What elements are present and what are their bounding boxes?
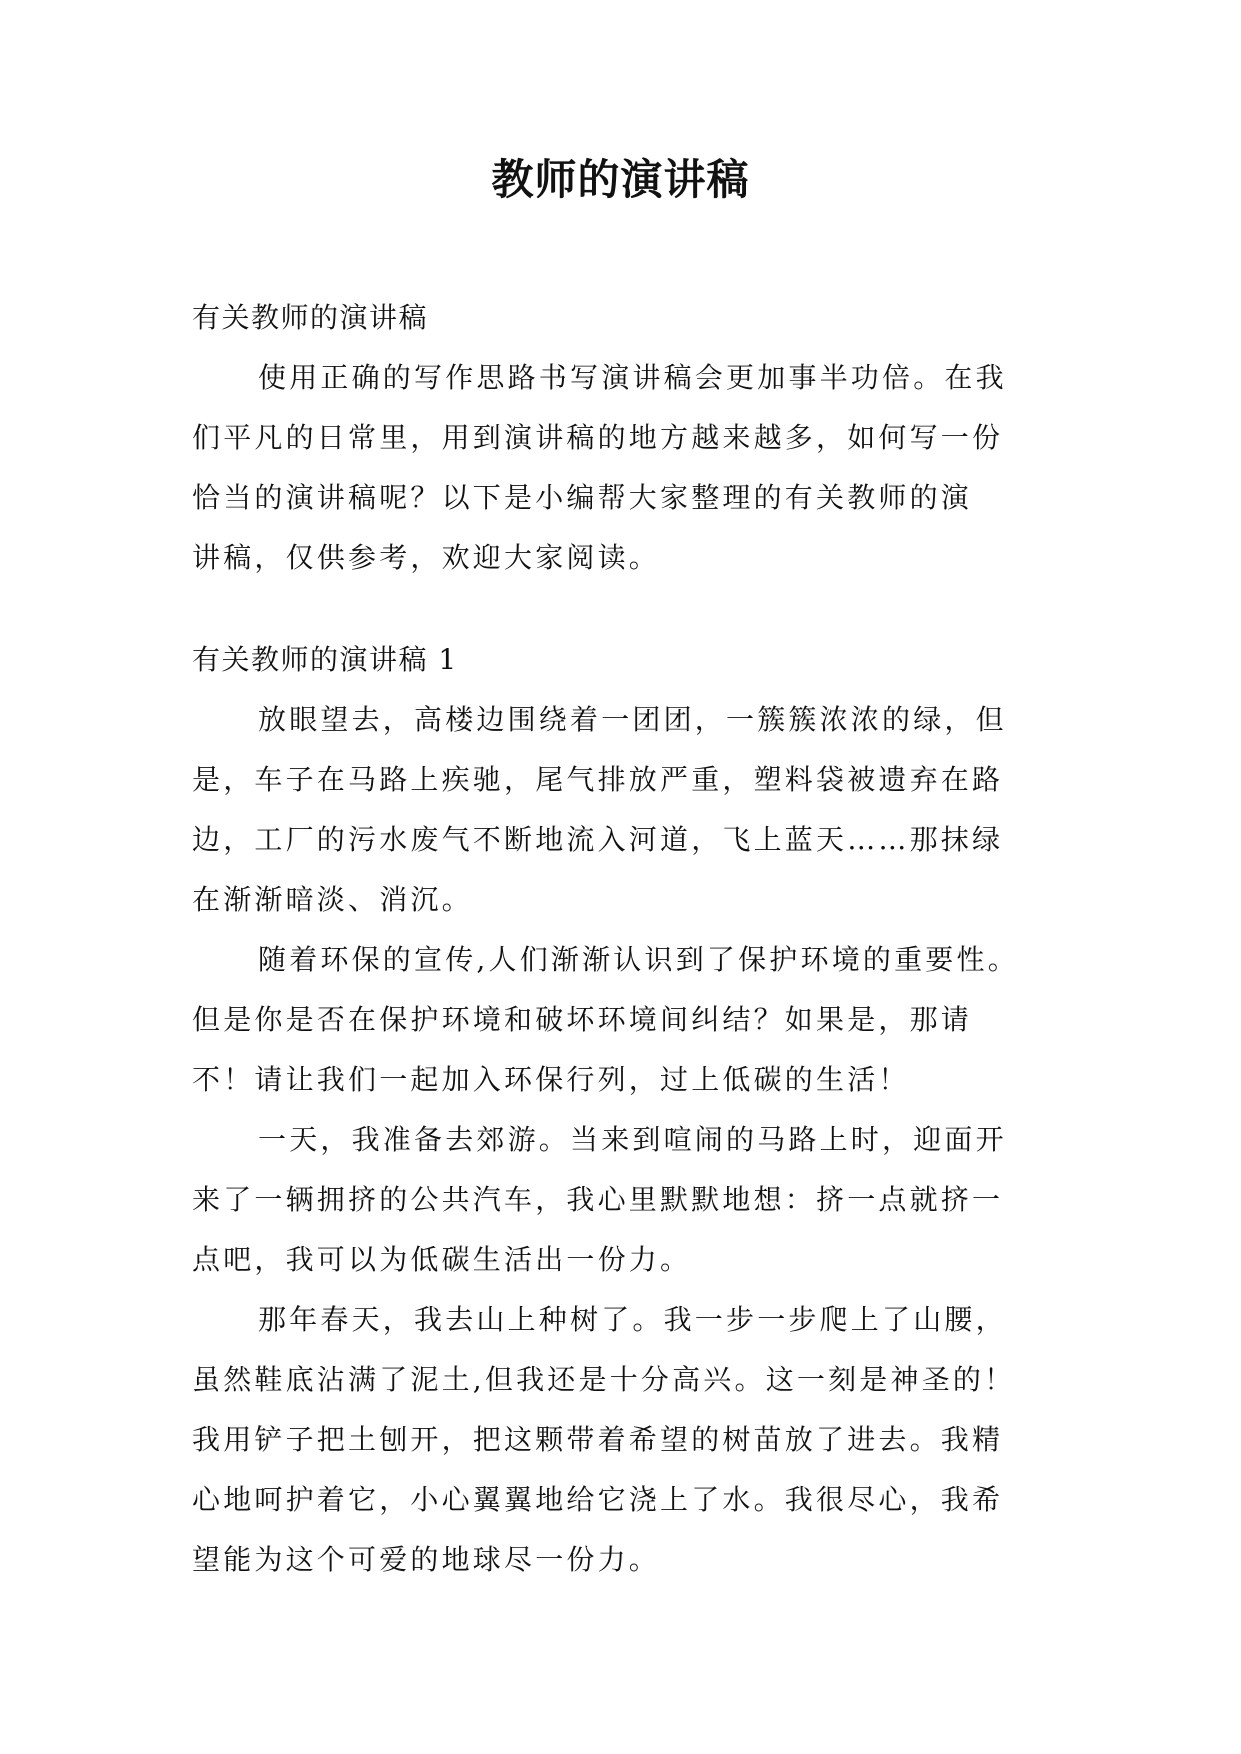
intro-heading: 有关教师的演讲稿	[192, 301, 429, 334]
section-1-heading: 有关教师的演讲稿 1	[192, 643, 458, 676]
text-line: 但是你是否在保护环境和破坏环境间纠结？如果是，那请	[192, 1003, 973, 1036]
text-line: 是，车子在马路上疾驰，尾气排放严重，塑料袋被遗弃在路	[192, 763, 1004, 796]
text-line: 在渐渐暗淡、消沉。	[192, 883, 473, 916]
text-line: 边，工厂的污水废气不断地流入河道，飞上蓝天……那抹绿	[192, 823, 1004, 856]
paragraph-3	[192, 1110, 1054, 1290]
section-1	[192, 630, 1054, 1590]
text-line: 虽然鞋底沾满了泥土,但我还是十分高兴。这一刻是神圣的！	[192, 1363, 1016, 1396]
text-line: 心地呵护着它，小心翼翼地给它浇上了水。我很尽心，我希	[192, 1483, 1004, 1516]
text-line: 随着环保的宣传,人们渐渐认识到了保护环境的重要性。	[258, 943, 1019, 976]
text-line: 一天，我准备去郊游。当来到喧闹的马路上时，迎面开	[258, 1123, 1007, 1156]
document-title: 教师的演讲稿	[491, 155, 750, 204]
paragraph-4	[192, 1290, 1054, 1590]
text-line: 我用铲子把土刨开，把这颗带着希望的树苗放了进去。我精	[192, 1423, 1004, 1456]
text-line: 恰当的演讲稿呢？以下是小编帮大家整理的有关教师的演	[192, 481, 973, 514]
text-line: 放眼望去，高楼边围绕着一团团，一簇簇浓浓的绿，但	[258, 703, 1007, 736]
text-line: 讲稿，仅供参考，欢迎大家阅读。	[192, 541, 661, 574]
text-line: 使用正确的写作思路书写演讲稿会更加事半功倍。在我	[258, 361, 1007, 394]
text-line: 点吧，我可以为低碳生活出一份力。	[192, 1243, 692, 1276]
paragraph-2	[192, 930, 1054, 1110]
text-line: 来了一辆拥挤的公共汽车，我心里默默地想：挤一点就挤一	[192, 1183, 1004, 1216]
paragraph-1	[192, 690, 1054, 930]
intro-paragraph	[192, 348, 1054, 588]
intro-section	[192, 288, 1054, 588]
text-line: 们平凡的日常里，用到演讲稿的地方越来越多，如何写一份	[192, 421, 1004, 454]
text-line: 那年春天，我去山上种树了。我一步一步爬上了山腰，	[258, 1303, 1007, 1336]
text-line: 望能为这个可爱的地球尽一份力。	[192, 1543, 661, 1576]
text-line: 不！请让我们一起加入环保行列，过上低碳的生活！	[192, 1063, 910, 1096]
